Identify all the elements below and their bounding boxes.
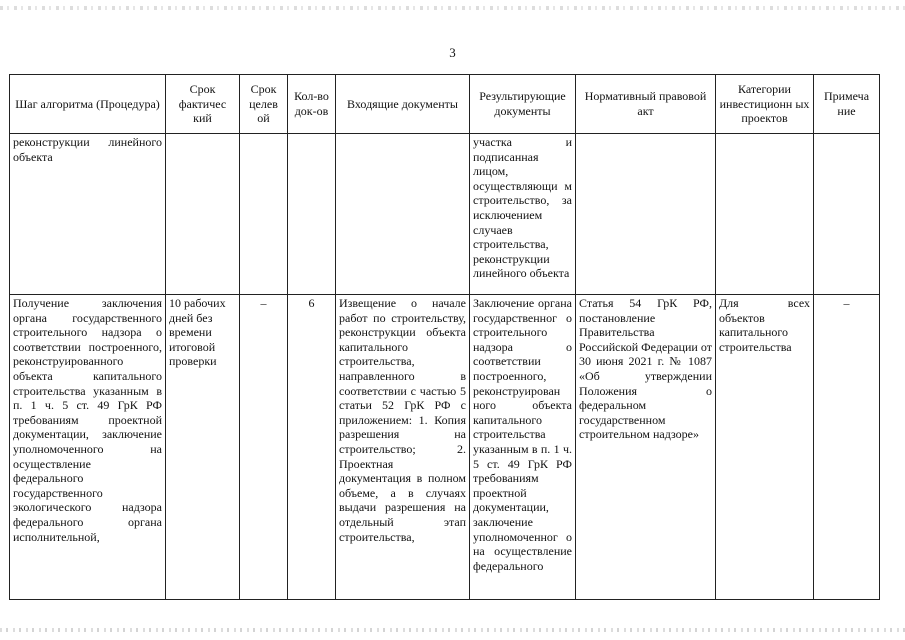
cell-step: Получение заключения органа государственного строительного надзора о соответствии построенного, реконструированного объекта капитального строительства указанным в п. 1 ч. 5 ст. 49 ГрК РФ требованиям проектной документации, заключение уполномоченного на осуществление федерального государственного экологического надзора федерального органа исполнительной,: [10, 295, 166, 600]
cell-actual-term: 10 рабочих дней без времени итоговой проверки: [166, 295, 240, 600]
cell-doc-count: [288, 134, 336, 295]
scan-artifact-bottom: [0, 628, 905, 632]
cell-incoming: [336, 134, 470, 295]
cell-note: [814, 134, 880, 295]
cell-legal-act: Статья 54 ГрК РФ, постановление Правительства Российской Федерации от 30 июня 2021 г. № 1087 «Об утверждении Положения о федеральном государственном строительном надзоре»: [576, 295, 716, 600]
cell-incoming: Извещение о начале работ по строительству, реконструкции объекта капитального строительства, направленного в соответствии с частью 5 статьи 52 ГрК РФ с приложением: 1. Копия разрешения на строительство; 2. Проектная документация в полном объеме, а в случаях выдачи разрешения на отдельный этап строительства,: [336, 295, 470, 600]
header-doc-count: Кол-во док-ов: [288, 75, 336, 134]
cell-target-term: [240, 134, 288, 295]
page-number: 3: [449, 45, 456, 60]
header-note: Примеча ние: [814, 75, 880, 134]
cell-legal-act: [576, 134, 716, 295]
cell-categories: [716, 134, 814, 295]
cell-resulting: Заключение органа государственног о строительного надзора о соответствии построенного, реконструирован ного объекта капитального строительства указанным в п. 1 ч. 5 ст. 49 ГрК РФ требованиям проектной документации, заключение уполномоченног о на осуществление федерального: [470, 295, 576, 600]
cell-categories: Для всех объектов капитального строительства: [716, 295, 814, 600]
cell-resulting: участка и подписанная лицом, осуществляющи м строительство, за исключением случаев строительства, реконструкции линейного объекта: [470, 134, 576, 295]
cell-target-term: –: [240, 295, 288, 600]
header-legal-act: Нормативный правовой акт: [576, 75, 716, 134]
table-row: [10, 295, 880, 600]
table-row: [10, 134, 880, 295]
cell-doc-count: 6: [288, 295, 336, 600]
table-header-row: [10, 75, 880, 134]
header-actual-term: Срок фактичес кий: [166, 75, 240, 134]
header-step: Шаг алгоритма (Процедура): [10, 75, 166, 134]
header-target-term: Срок целев ой: [240, 75, 288, 134]
header-categories: Категории инвестиционн ых проектов: [716, 75, 814, 134]
scan-artifact-top: [0, 6, 905, 10]
header-resulting-docs: Результирующие документы: [470, 75, 576, 134]
header-incoming-docs: Входящие документы: [336, 75, 470, 134]
cell-note: –: [814, 295, 880, 600]
cell-step: реконструкции линейного объекта: [10, 134, 166, 295]
procedure-table: [9, 74, 880, 600]
cell-actual-term: [166, 134, 240, 295]
